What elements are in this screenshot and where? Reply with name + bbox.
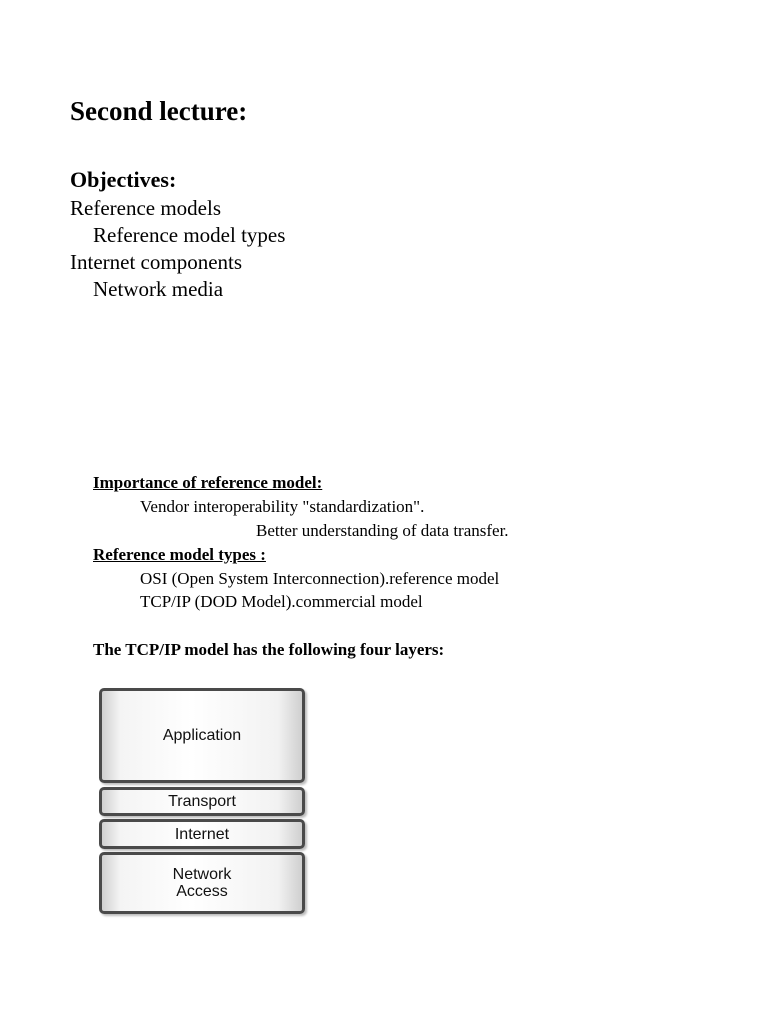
page-title: Second lecture: <box>70 96 248 126</box>
importance-line: Vendor interoperability "standardization". <box>140 497 425 516</box>
layer-internet: Internet <box>99 819 305 849</box>
objective-item: Reference models <box>70 196 222 220</box>
layer-application: Application <box>99 688 305 783</box>
objective-subitem: Network media <box>93 277 224 301</box>
objective-subitem: Reference model types <box>93 223 286 247</box>
model-type-line: OSI (Open System Interconnection).reference model <box>140 569 500 588</box>
model-type-line: TCP/IP (DOD Model).commercial model <box>140 592 423 611</box>
importance-line: Better understanding of data transfer. <box>256 521 509 540</box>
layer-network-access: Network Access <box>99 852 305 914</box>
importance-heading: Importance of reference model: <box>93 473 323 492</box>
tcpip-layer-diagram <box>95 686 313 918</box>
model-types-heading: Reference model types : <box>93 545 266 564</box>
tcpip-intro: The TCP/IP model has the following four layers: <box>93 640 445 659</box>
objective-item: Internet components <box>70 250 243 274</box>
objectives-heading: Objectives: <box>70 167 177 192</box>
layer-transport: Transport <box>99 787 305 816</box>
